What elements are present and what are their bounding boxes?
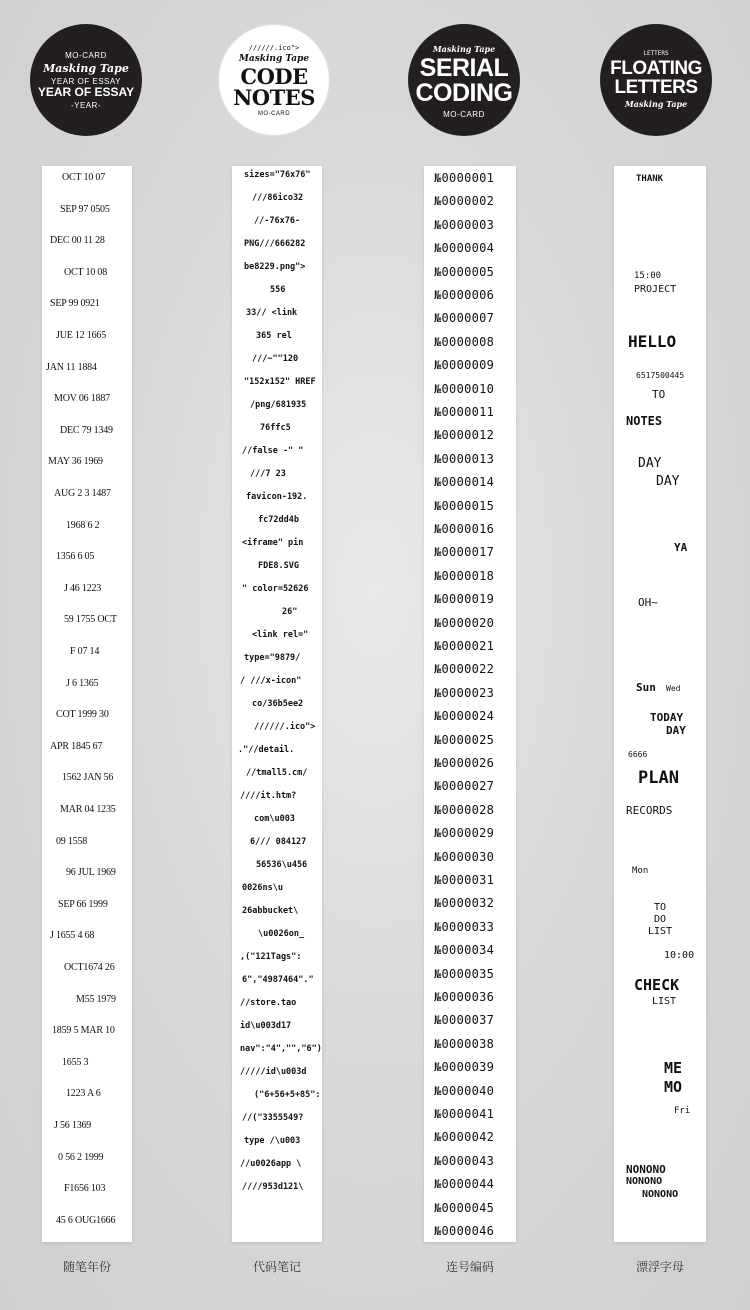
code-line-29: com\u003 (254, 814, 295, 824)
code-line-12: 76ffc5 (260, 423, 291, 433)
date-entry-11: AUG 2 3 1487 (54, 488, 111, 499)
badge-title: YEAR OF ESSAY (37, 84, 135, 99)
floating-word-27: MO (664, 1078, 683, 1096)
date-entry-3: DEC 00 11 28 (50, 235, 105, 247)
date-entry-30: 1223 A 6 (66, 1088, 101, 1100)
tape-serial-coding (424, 166, 516, 1242)
code-line-20: 26" (282, 607, 298, 617)
badge-top: //////.ico"> (248, 43, 300, 52)
date-entry-25: J 1655 4 68 (50, 930, 95, 942)
floating-word-14: TODAY (650, 711, 684, 724)
serial-number-41: №0000041 (434, 1107, 495, 1121)
code-line-44: //u0026app \ (240, 1159, 302, 1169)
serial-number-42: №0000042 (434, 1130, 495, 1145)
badge-title-line2: CODING (415, 78, 513, 107)
date-entry-14: J 46 1223 (64, 582, 102, 594)
badge-title-line1: FLOATING (610, 57, 702, 79)
date-entry-21: MAR 04 1235 (60, 804, 116, 815)
serial-number-19: №0000019 (434, 592, 495, 607)
serial-number-1: №0000001 (434, 171, 495, 185)
date-entry-13: 1356 6 05 (56, 551, 95, 563)
serial-number-30: №0000030 (434, 849, 495, 864)
floating-word-10: YA (674, 541, 688, 554)
floating-word-24: CHECK (634, 976, 680, 994)
serial-number-22: №0000022 (434, 662, 495, 677)
code-line-43: type /\u003 (244, 1136, 301, 1146)
serial-number-29: №0000029 (434, 826, 495, 841)
date-entry-19: APR 1845 67 (50, 740, 103, 752)
floating-word-3: PROJECT (634, 284, 677, 295)
serial-number-20: №0000020 (434, 615, 495, 630)
badge-title-line1: SERIAL (419, 53, 509, 82)
badge-bottom: MO-CARD (443, 109, 485, 119)
date-entry-15: 59 1755 OCT (64, 614, 117, 626)
badge-bottom: -YEAR- (70, 100, 102, 110)
serial-number-31: №0000031 (434, 873, 495, 887)
code-line-27: //tmall5.cm/ (246, 768, 308, 778)
floating-word-8: DAY (638, 456, 662, 471)
serial-number-25: №0000025 (434, 732, 495, 747)
floating-word-12: Sun (636, 681, 656, 694)
code-line-19: " color=52626 (242, 584, 309, 594)
code-line-25: //////.ico"> (254, 722, 316, 732)
date-entry-17: J 6 1365 (66, 677, 99, 689)
badge-subtitle: YEAR OF ESSAY (51, 76, 121, 86)
floating-word-28: Fri (674, 1106, 691, 1116)
date-entry-22: 09 1558 (56, 835, 88, 847)
badge-year-of-essay (30, 24, 142, 136)
serial-number-3: №0000003 (434, 217, 495, 232)
code-line-10: "152x152" HREF (244, 377, 316, 387)
caption-serial-coding: 连号编码 (445, 1260, 494, 1274)
code-line-3: //-76x76- (254, 216, 301, 226)
serial-number-13: №0000013 (434, 451, 495, 466)
code-line-33: 26abbucket\ (242, 906, 299, 916)
code-line-4: PNG///666282 (244, 239, 306, 249)
serial-number-7: №0000007 (434, 311, 495, 326)
floating-word-2: 15:00 (634, 271, 662, 281)
floating-word-23: 10:00 (664, 950, 695, 961)
date-entry-27: M55 1979 (76, 993, 116, 1005)
code-line-36: 6","4987464"." (242, 975, 314, 985)
tape-code-notes (232, 166, 322, 1242)
serial-number-18: №0000018 (434, 568, 495, 583)
serial-number-14: №0000014 (434, 475, 495, 490)
serial-number-10: №0000010 (434, 381, 495, 396)
date-entry-18: COT 1999 30 (56, 709, 109, 721)
badge-script: Masking Tape (43, 61, 129, 75)
date-entry-32: 0 56 2 1999 (58, 1151, 104, 1163)
badge-floating-letters (600, 24, 712, 136)
badge-title-line1: CODE (240, 63, 308, 89)
floating-word-29: NONONO (626, 1163, 666, 1176)
date-entry-1: OCT 10 07 (62, 172, 106, 183)
badge-code-notes (218, 24, 330, 136)
code-line-5: be8229.png"> (244, 262, 306, 272)
badge-serial-coding (408, 24, 520, 136)
floating-word-19: Mon (632, 866, 649, 876)
date-entry-31: J 56 1369 (54, 1120, 92, 1131)
serial-number-43: №0000043 (434, 1153, 495, 1168)
date-entry-26: OCT1674 26 (64, 962, 115, 973)
code-line-45: ////953d121\ (242, 1182, 304, 1192)
date-entry-10: MAY 36 1969 (48, 456, 103, 468)
floating-word-4: HELLO (628, 332, 677, 351)
serial-number-27: №0000027 (434, 779, 495, 794)
code-line-17: <iframe" pin (242, 538, 304, 548)
badge-script: Masking Tape (238, 53, 310, 64)
floating-word-11: OH~ (638, 596, 658, 609)
code-line-1: sizes="76x76" (244, 170, 311, 180)
floating-word-13: Wed (666, 684, 681, 693)
caption-code-notes: 代码笔记 (252, 1260, 301, 1274)
code-line-22: type="9879/ (244, 653, 301, 663)
serial-number-32: №0000032 (434, 896, 495, 911)
badge-title-line2: LETTERS (614, 76, 698, 98)
date-entry-5: SEP 99 0921 (50, 298, 100, 310)
floating-word-6: TO (652, 388, 666, 401)
date-entry-4: OCT 10 08 (64, 266, 108, 278)
code-line-35: ,("121Tags": (240, 952, 302, 962)
code-line-37: //store.tao (240, 998, 297, 1008)
floating-word-21: DO (654, 914, 667, 925)
serial-number-45: №0000045 (434, 1200, 495, 1215)
serial-number-24: №0000024 (434, 709, 495, 724)
date-entry-8: MOV 06 1887 (54, 393, 110, 405)
serial-number-26: №0000026 (434, 756, 495, 770)
badge-script: Masking Tape (432, 43, 496, 54)
date-entry-28: 1859 5 MAR 10 (52, 1025, 115, 1037)
badge-top: LETTERS (643, 49, 669, 57)
serial-number-28: №0000028 (434, 802, 495, 817)
serial-number-11: №0000011 (434, 405, 495, 419)
code-line-11: /png/681935 (250, 400, 307, 410)
floating-word-7: NOTES (626, 414, 663, 428)
code-line-6: 556 (270, 285, 286, 295)
date-entry-9: DEC 79 1349 (60, 424, 113, 436)
code-line-39: nav":"4","","6") (240, 1044, 322, 1054)
serial-number-21: №0000021 (434, 639, 495, 653)
serial-number-8: №0000008 (434, 334, 495, 349)
serial-number-17: №0000017 (434, 545, 495, 560)
floating-word-17: PLAN (638, 768, 679, 788)
floating-word-25: LIST (652, 996, 677, 1007)
floating-word-16: 6666 (628, 750, 648, 759)
serial-number-35: №0000035 (434, 966, 495, 981)
floating-word-9: DAY (656, 474, 680, 489)
date-entry-24: SEP 66 1999 (58, 898, 108, 910)
serial-number-15: №0000015 (434, 498, 495, 513)
tape-floating-letters (614, 166, 706, 1242)
date-entry-33: F1656 103 (64, 1183, 106, 1195)
date-entry-6: JUE 12 1665 (56, 330, 107, 341)
date-entry-20: 1562 JAN 56 (62, 772, 114, 784)
code-line-40: /////id\u003d (240, 1067, 307, 1077)
serial-number-38: №0000038 (434, 1036, 495, 1051)
code-line-32: 0026ns\u (242, 883, 283, 893)
floating-word-22: LIST (648, 926, 673, 937)
code-line-41: ("6+56+5+85": (254, 1090, 321, 1100)
floating-word-30: NONONO (626, 1176, 663, 1187)
date-entry-34: 45 6 OUG1666 (56, 1214, 116, 1226)
code-line-38: id\u003d17 (240, 1021, 292, 1031)
caption-year-of-essay: 随笔年份 (62, 1260, 111, 1274)
floating-word-20: TO (654, 902, 667, 913)
code-line-14: ///7 23 (250, 469, 286, 479)
floating-word-18: RECORDS (626, 804, 673, 817)
floating-word-15: DAY (666, 724, 686, 737)
date-entry-29: 1655 3 (62, 1056, 89, 1068)
date-entry-23: 96 JUL 1969 (66, 867, 116, 879)
code-line-42: //("3355549? (242, 1113, 304, 1123)
code-line-31: 56536\u456 (256, 860, 308, 870)
date-entry-2: SEP 97 0505 (60, 203, 110, 215)
badge-script: Masking Tape (624, 98, 688, 109)
code-line-34: \u0026on_ (258, 929, 305, 939)
tape-year-of-essay (42, 166, 132, 1242)
floating-word-31: NONONO (642, 1189, 679, 1200)
code-line-26: ."//detail. (238, 745, 295, 755)
code-line-2: ///86ico32 (252, 193, 304, 203)
code-line-18: FDE8.SVG (258, 561, 299, 571)
serial-number-6: №0000006 (434, 288, 495, 302)
floating-word-5: 6517500445 (636, 371, 685, 380)
serial-number-2: №0000002 (434, 194, 495, 209)
code-line-16: fc72dd4b (258, 515, 299, 525)
serial-number-12: №0000012 (434, 428, 495, 443)
date-entry-16: F 07 14 (70, 646, 100, 657)
serial-number-5: №0000005 (434, 264, 495, 279)
badge-brand: MO-CARD (65, 50, 107, 60)
floating-word-26: ME (664, 1059, 683, 1077)
serial-number-33: №0000033 (434, 919, 495, 934)
serial-number-9: №0000009 (434, 358, 495, 373)
serial-number-40: №0000040 (434, 1083, 495, 1098)
badge-title-line2: NOTES (233, 84, 315, 110)
code-line-24: co/36b5ee2 (252, 699, 304, 709)
serial-number-23: №0000023 (434, 685, 495, 700)
serial-number-44: №0000044 (434, 1177, 495, 1192)
serial-number-16: №0000016 (434, 522, 495, 536)
serial-number-46: №0000046 (434, 1224, 495, 1238)
code-line-7: 33// <link (246, 308, 298, 318)
code-line-15: favicon-192. (246, 492, 308, 502)
code-line-30: 6/// 084127 (250, 837, 307, 847)
code-line-9: ///~""120 (252, 354, 299, 364)
serial-number-39: №0000039 (434, 1060, 495, 1075)
date-entry-7: JAN 11 1884 (46, 361, 97, 373)
code-line-21: <link rel=" (252, 630, 309, 640)
serial-number-34: №0000034 (434, 943, 495, 958)
date-entry-12: 1968 6 2 (66, 519, 100, 531)
serial-number-4: №0000004 (434, 241, 495, 256)
code-line-23: / ///x-icon" (240, 676, 302, 686)
badge-bottom: MO-CARD (257, 110, 291, 117)
code-line-8: 365 rel (256, 331, 292, 341)
code-line-28: ////it.htm? (240, 791, 297, 801)
floating-word-1: THANK (636, 174, 664, 184)
code-line-13: //false -" " (242, 446, 304, 456)
serial-number-36: №0000036 (434, 990, 495, 1004)
caption-floating-letters: 漂浮字母 (635, 1260, 684, 1274)
serial-number-37: №0000037 (434, 1013, 495, 1028)
